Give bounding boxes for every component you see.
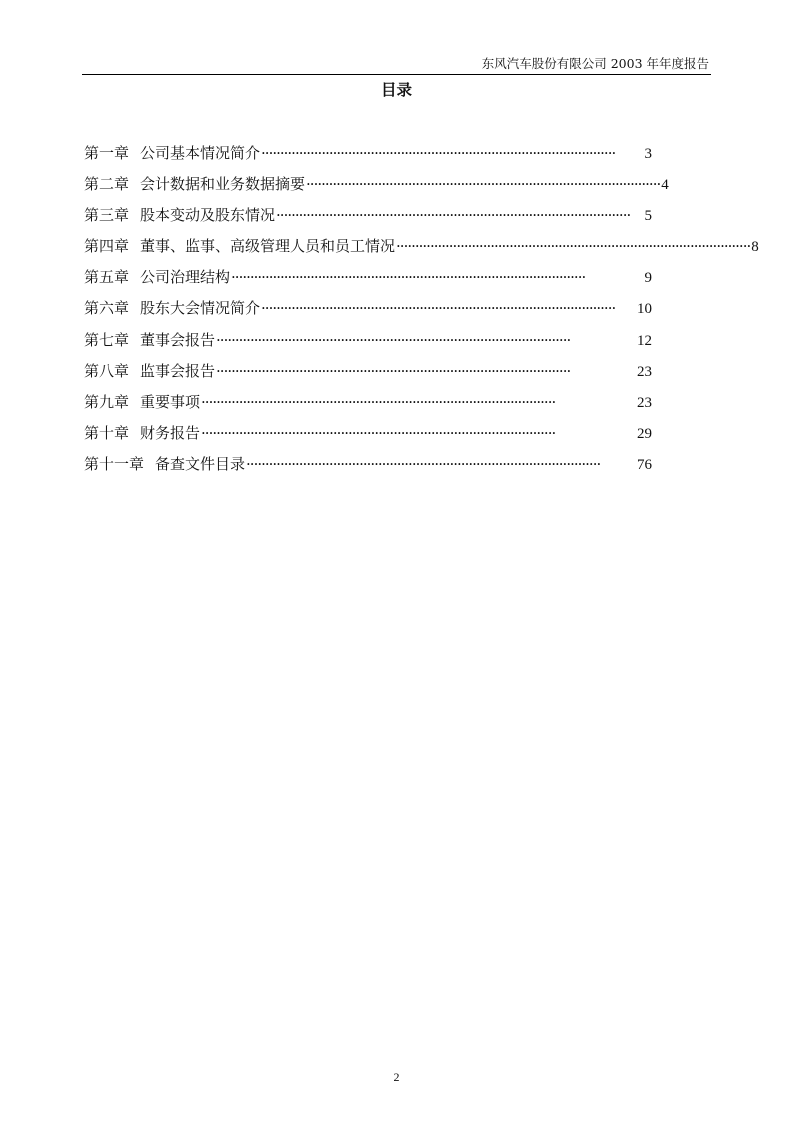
page-header — [82, 56, 711, 75]
toc-page-number: 5 — [644, 208, 652, 225]
toc-page-number: 4 — [661, 177, 669, 194]
toc-page-number: 9 — [644, 270, 652, 287]
toc-entry-title: 会计数据和业务数据摘要 — [140, 175, 306, 194]
toc-dot-leader: ······························································································ — [396, 237, 751, 256]
toc-entry[interactable] — [84, 454, 652, 485]
toc-entry-title: 董事会报告 — [140, 330, 216, 349]
toc-entry[interactable] — [84, 330, 652, 361]
toc-dot-leader: ······························································································ — [261, 144, 616, 162]
toc-chapter-label: 第八章 — [84, 361, 130, 380]
toc-page-number: 76 — [637, 456, 652, 473]
toc-entry-title: 公司基本情况简介 — [140, 144, 261, 162]
toc-chapter-label: 第五章 — [84, 268, 130, 287]
toc-dot-leader: ······························································································ — [261, 299, 616, 318]
page-title: 目录 — [380, 81, 412, 99]
toc-page-number: 23 — [637, 394, 652, 411]
toc-dot-leader: ······························································································ — [246, 454, 601, 473]
toc-entry-title: 股东大会情况简介 — [140, 299, 261, 318]
toc-page-number: 10 — [637, 301, 652, 318]
toc-chapter-label: 第三章 — [84, 206, 130, 225]
toc-entry-title: 公司治理结构 — [140, 268, 231, 287]
toc-entry[interactable] — [84, 236, 759, 267]
toc-entry-title: 备查文件目录 — [155, 454, 246, 473]
toc-dot-leader: ······························································································ — [216, 330, 571, 349]
toc-entry[interactable] — [84, 267, 652, 298]
toc-page-number: 29 — [637, 425, 652, 442]
toc-dot-leader: ······························································································ — [276, 206, 631, 225]
toc-entry-title: 重要事项 — [140, 392, 201, 411]
table-of-contents — [84, 143, 759, 485]
toc-chapter-label: 第六章 — [84, 299, 130, 318]
toc-chapter-label: 第十一章 — [84, 454, 145, 473]
toc-entry[interactable] — [84, 423, 652, 454]
toc-chapter-label: 第九章 — [84, 392, 130, 411]
toc-chapter-label: 第十章 — [84, 423, 130, 442]
toc-entry[interactable] — [84, 143, 652, 174]
toc-entry[interactable] — [84, 392, 652, 423]
toc-page-number: 12 — [637, 332, 652, 349]
toc-entry-title: 股本变动及股东情况 — [140, 206, 276, 225]
toc-page-number: 3 — [644, 146, 652, 162]
toc-entry-title: 监事会报告 — [140, 361, 216, 380]
toc-chapter-label: 第二章 — [84, 175, 130, 194]
toc-entry[interactable] — [84, 174, 669, 205]
toc-chapter-label: 第七章 — [84, 330, 130, 349]
toc-entry-title: 董事、监事、高级管理人员和员工情况 — [140, 237, 396, 256]
toc-entry[interactable] — [84, 361, 652, 392]
toc-dot-leader: ······························································································ — [231, 268, 586, 287]
toc-page-number: 23 — [637, 363, 652, 380]
toc-dot-leader: ······························································································ — [216, 361, 571, 380]
header-title: 东风汽车股份有限公司 2003 年年度报告 — [481, 56, 709, 71]
toc-page-number: 8 — [751, 239, 759, 256]
page-number-footer: 2 — [393, 1070, 400, 1084]
toc-chapter-label: 第一章 — [84, 144, 130, 162]
toc-dot-leader: ······························································································ — [306, 175, 661, 194]
toc-chapter-label: 第四章 — [84, 237, 130, 256]
toc-dot-leader: ······························································································ — [201, 392, 556, 411]
toc-entry[interactable] — [84, 298, 652, 329]
toc-dot-leader: ······························································································ — [201, 423, 556, 442]
toc-entry[interactable] — [84, 205, 652, 236]
toc-entry-title: 财务报告 — [140, 423, 201, 442]
